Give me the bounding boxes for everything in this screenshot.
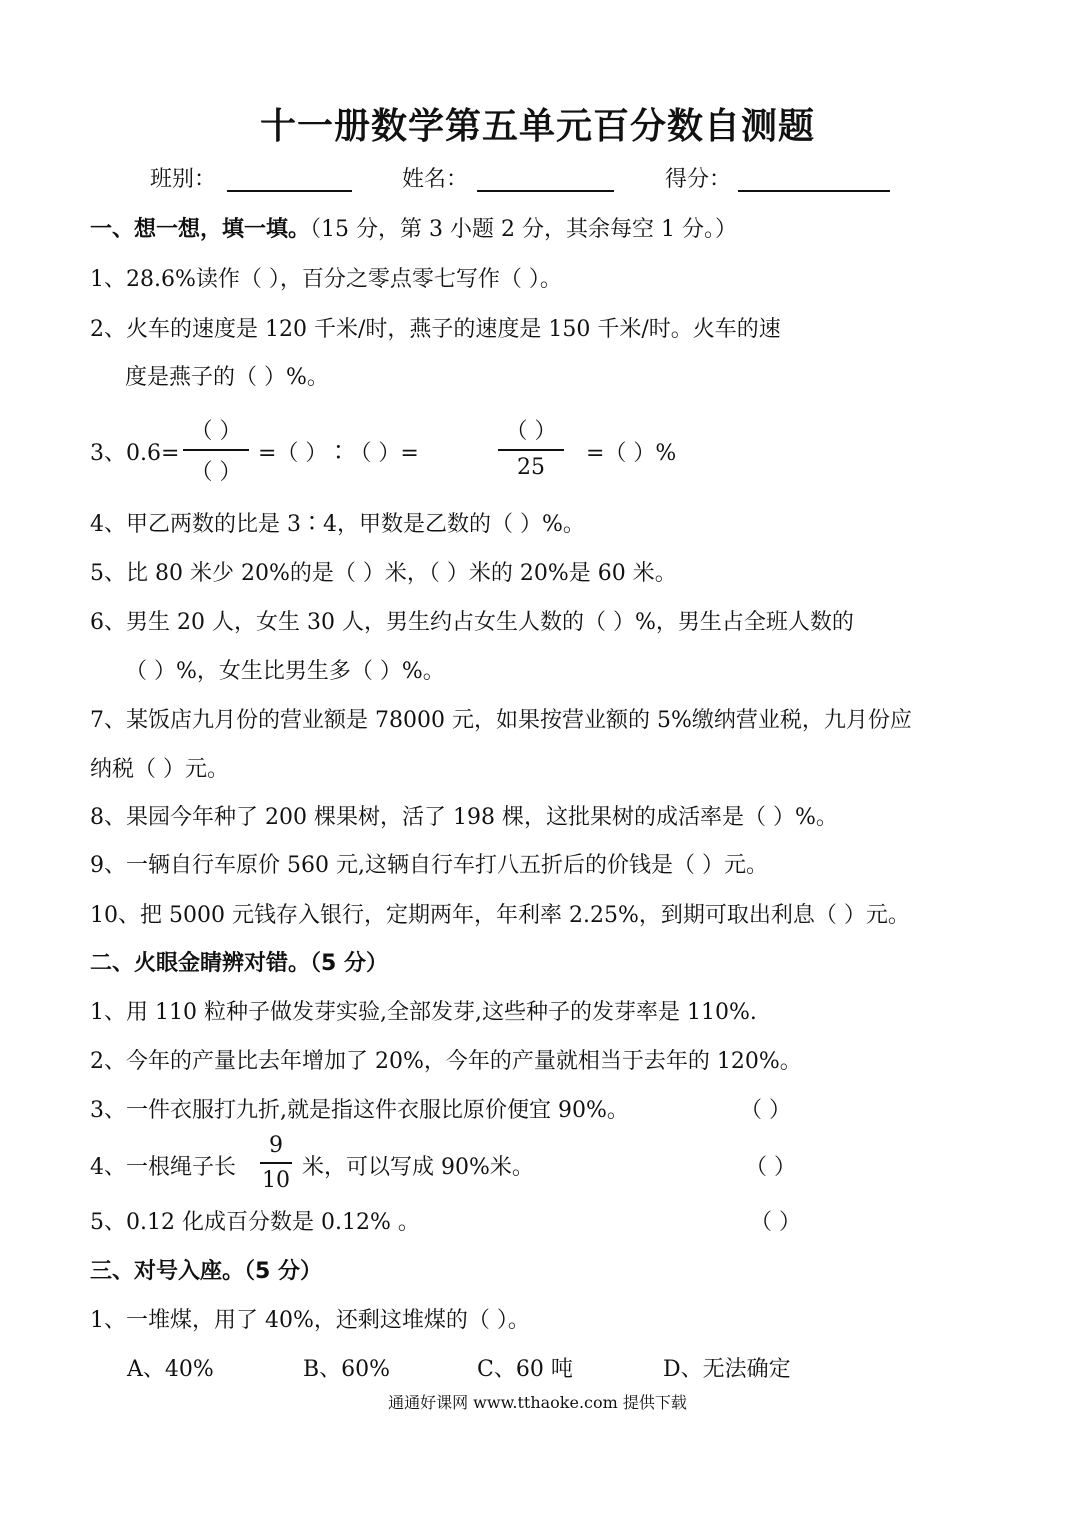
s1-question-3-fraction-1 [183, 414, 249, 486]
s2-question-5: 5、0.12 化成百分数是 0.12% 。 [90, 1210, 420, 1235]
footer-credit: 通通好课网 www.tthaoke.com 提供下载 [388, 1393, 687, 1412]
name-label: 姓名： [402, 167, 469, 192]
section-2-heading: 二、火眼金睛辨对错。（5 分） [90, 951, 388, 976]
s2-question-2: 2、今年的产量比去年增加了 20%，今年的产量就相当于去年的 120%。 [90, 1049, 802, 1074]
s2-question-4-fraction [260, 1133, 292, 1193]
fraction-1-denominator: （ ） [190, 460, 242, 485]
s2-question-3-answer[interactable]: （ ） [740, 1098, 791, 1123]
section-1-title: 一、想一想，填一填。 [90, 217, 311, 242]
s1-question-1: 1、28.6%读作（ ），百分之零点零七写作（ ）。 [90, 267, 562, 292]
s2-question-4-answer[interactable]: （ ） [745, 1155, 796, 1180]
class-blank[interactable] [227, 190, 352, 192]
s1-question-3-prefix: 3、0.6= [90, 441, 180, 466]
s1-question-4: 4、甲乙两数的比是 3∶4，甲数是乙数的（ ）%。 [90, 512, 585, 537]
s1-question-3-middle: =（ ）∶（ ）= [258, 441, 419, 466]
s2-question-4-suffix: 米，可以写成 90%米。 [302, 1155, 534, 1180]
page-title: 十一册数学第五单元百分数自测题 [259, 106, 815, 147]
s2-question-5-answer[interactable]: （ ） [750, 1210, 801, 1235]
section-3-heading: 三、对号入座。（5 分） [90, 1259, 322, 1284]
s3-option-d[interactable]: D、无法确定 [663, 1357, 791, 1382]
class-label: 班别： [150, 167, 217, 192]
s3-option-c[interactable]: C、60 吨 [477, 1357, 573, 1382]
s1-question-5: 5、比 80 米少 20%的是（ ）米，（ ）米的 20%是 60 米。 [90, 561, 677, 586]
s1-question-9: 9、一辆自行车原价 560 元,这辆自行车打八五折后的价钱是（ ）元。 [90, 853, 768, 878]
score-label: 得分： [665, 167, 732, 192]
s1-question-8: 8、果园今年种了 200 棵果树，活了 198 棵，这批果树的成活率是（ ）%。 [90, 805, 838, 830]
section-1-heading [90, 212, 737, 243]
s1-question-3-fraction-2 [498, 414, 564, 480]
fraction-3-numerator: 9 [269, 1133, 283, 1158]
s1-question-7-line-2: 纳税（ ）元。 [90, 757, 229, 782]
score-blank[interactable] [738, 190, 890, 192]
s1-question-7-line-1: 7、某饭店九月份的营业额是 78000 元，如果按营业额的 5%缴纳营业税，九月份应 [90, 708, 912, 733]
s1-question-6-line-2: （ ）%，女生比男生多（ ）%。 [125, 659, 445, 684]
fraction-3-denominator: 10 [262, 1168, 290, 1193]
s2-question-1: 1、用 110 粒种子做发芽实验,全部发芽,这些种子的发芽率是 110%. [90, 1000, 757, 1025]
s2-question-4-prefix: 4、一根绳子长 [90, 1155, 236, 1180]
fraction-2-numerator: （ ） [505, 419, 557, 444]
s3-option-b[interactable]: B、60% [303, 1357, 391, 1382]
s3-question-1: 1、一堆煤，用了 40%，还剩这堆煤的（ ）。 [90, 1308, 530, 1333]
s1-question-3-suffix: =（ ）% [586, 441, 677, 466]
s1-question-2-line-1: 2、火车的速度是 120 千米/时，燕子的速度是 150 千米/时。火车的速 [90, 317, 781, 342]
name-blank[interactable] [477, 190, 614, 192]
section-1-note: （15 分，第 3 小题 2 分，其余每空 1 分。） [310, 217, 737, 242]
s1-question-10: 10、把 5000 元钱存入银行，定期两年，年利率 2.25%，到期可取出利息（ ）元。 [90, 903, 910, 928]
fraction-2-bar [498, 449, 564, 451]
fraction-2-denominator: 25 [517, 455, 545, 480]
s2-question-3: 3、一件衣服打九折,就是指这件衣服比原价便宜 90%。 [90, 1098, 629, 1123]
s3-option-a[interactable]: A、40% [127, 1357, 214, 1382]
fraction-1-bar [183, 449, 249, 451]
s1-question-6-line-1: 6、男生 20 人，女生 30 人，男生约占女生人数的（ ）%，男生占全班人数的 [90, 610, 854, 635]
fraction-3-bar [260, 1162, 292, 1164]
s1-question-2-line-2: 度是燕子的（ ）%。 [125, 365, 329, 390]
fraction-1-numerator: （ ） [190, 419, 242, 444]
